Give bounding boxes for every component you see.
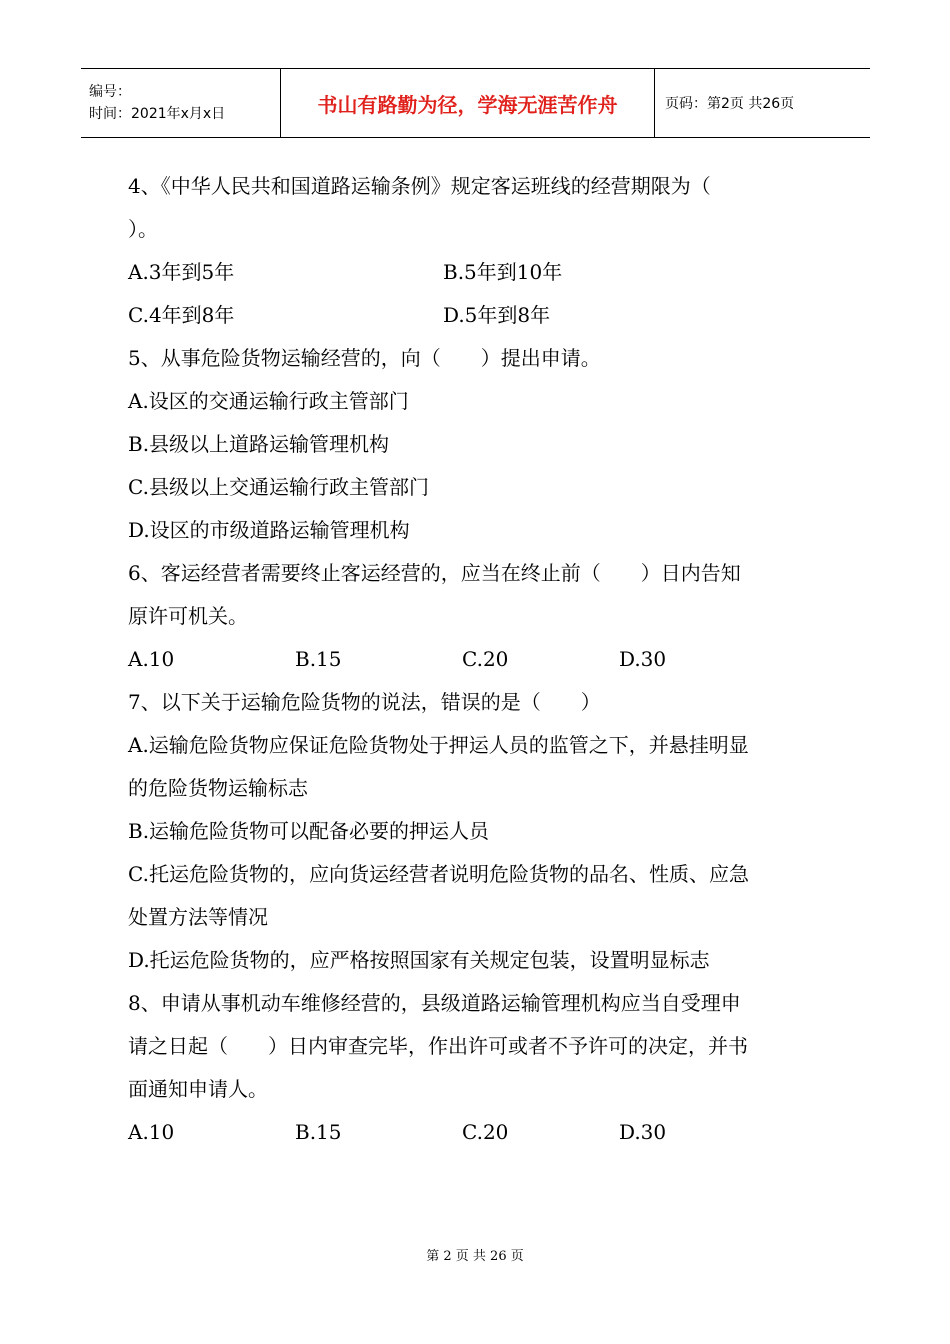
question-7-stem: 7、以下关于运输危险货物的说法，错误的是（ ） bbox=[128, 690, 601, 714]
question-8-stem-line-3: 面通知申请人。 bbox=[128, 1077, 268, 1101]
question-4-stem-line-1: 4、《中华人民共和国道路运输条例》规定客运班线的经营期限为（ bbox=[128, 174, 711, 198]
question-5-option-d: D.设区的市级道路运输管理机构 bbox=[128, 518, 410, 542]
option-a: A.10 bbox=[128, 1120, 175, 1144]
question-4-options-row-1 bbox=[128, 251, 828, 294]
question-8-stem-line-2: 请之日起（ ）日内审查完毕，作出许可或者不予许可的决定，并书 bbox=[128, 1034, 748, 1058]
question-7-option-b: B.运输危险货物可以配备必要的押运人员 bbox=[128, 819, 490, 843]
number-label: 编号： bbox=[89, 84, 131, 100]
question-5-option-b: B.县级以上道路运输管理机构 bbox=[128, 432, 390, 456]
question-6-options bbox=[128, 638, 828, 681]
page-header bbox=[81, 68, 870, 138]
question-7-option-c-line-2: 处置方法等情况 bbox=[128, 905, 268, 929]
question-6-stem-line-1: 6、客运经营者需要终止客运经营的，应当在终止前（ ）日内告知 bbox=[128, 561, 741, 585]
option-c: C.20 bbox=[462, 647, 509, 671]
question-7-option-a-line-1: A.运输危险货物应保证危险货物处于押运人员的监管之下，并悬挂明显 bbox=[128, 733, 749, 757]
option-d: D.30 bbox=[619, 647, 667, 671]
option-c: C.4年到8年 bbox=[128, 303, 235, 327]
question-8-options bbox=[128, 1111, 828, 1154]
question-6-stem-line-2: 原许可机关。 bbox=[128, 604, 248, 628]
option-c: C.20 bbox=[462, 1120, 509, 1144]
page-info: 页码：第2页 共26页 bbox=[665, 96, 795, 112]
option-a: A.10 bbox=[128, 647, 175, 671]
question-7-option-c-line-1: C.托运危险货物的，应向货运经营者说明危险货物的品名、性质、应急 bbox=[128, 862, 749, 886]
option-a: A.3年到5年 bbox=[128, 260, 235, 284]
option-b: B.15 bbox=[295, 647, 342, 671]
option-b: B.15 bbox=[295, 1120, 342, 1144]
question-7-option-a-line-2: 的危险货物运输标志 bbox=[128, 776, 308, 800]
header-meta bbox=[81, 69, 281, 137]
question-4-options-row-2 bbox=[128, 294, 828, 337]
question-8-stem-line-1: 8、申请从事机动车维修经营的，县级道路运输管理机构应当自受理申 bbox=[128, 991, 741, 1015]
motto: 书山有路勤为径，学海无涯苦作舟 bbox=[281, 69, 655, 137]
page-footer: 第 2 页 共 26 页 bbox=[426, 1249, 524, 1264]
time-label: 时间：2021年x月x日 bbox=[89, 106, 226, 122]
question-list bbox=[128, 165, 828, 1154]
question-4-stem-line-2: ）。 bbox=[128, 217, 158, 241]
question-5-stem: 5、从事危险货物运输经营的，向（ ）提出申请。 bbox=[128, 346, 601, 370]
option-d: D.5年到8年 bbox=[443, 303, 551, 327]
option-d: D.30 bbox=[619, 1120, 667, 1144]
question-7-option-d: D.托运危险货物的，应严格按照国家有关规定包装，设置明显标志 bbox=[128, 948, 710, 972]
question-5-option-a: A.设区的交通运输行政主管部门 bbox=[128, 389, 409, 413]
option-b: B.5年到10年 bbox=[443, 260, 563, 284]
question-5-option-c: C.县级以上交通运输行政主管部门 bbox=[128, 475, 429, 499]
